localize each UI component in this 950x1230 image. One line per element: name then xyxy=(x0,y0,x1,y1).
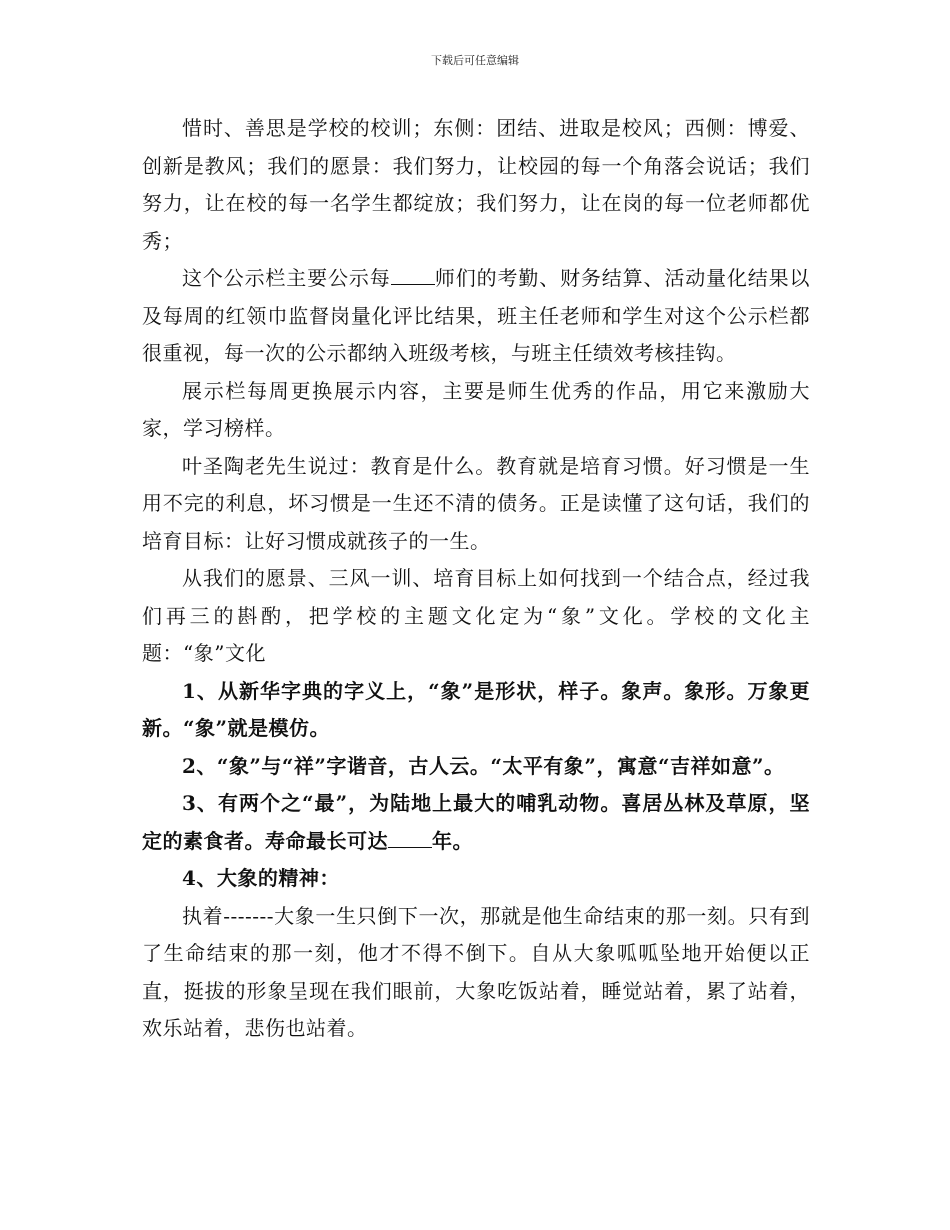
fill-in-blank xyxy=(388,829,432,848)
paragraph-point-3-end: 年。 xyxy=(432,828,473,853)
paragraph-point-3 xyxy=(142,785,810,860)
paragraph-motto: 惜时、善思是学校的校训；东侧：团结、进取是校风；西侧：博爱、创新是教风；我们的愿景：我们努力，让校园的每一个角落会说话；我们努力，让在校的每一名学生都绽放；我们努力，让在岗的每一位老师都优秀； xyxy=(142,116,810,253)
paragraph-bulletin-board-start: 这个公示栏主要公示每 xyxy=(182,266,391,290)
paragraph-bulletin-board xyxy=(142,260,810,373)
paragraph-point-3-start: 3、有两个之“最”，为陆地上最大的哺乳动物。喜居丛林及草原，坚定的素食者。寿命最长可达 xyxy=(142,791,810,853)
page-header: 下载后可任意编辑 xyxy=(431,54,519,67)
paragraph-culture-theme: 从我们的愿景、三风一训、培育目标上如何找到一个结合点，经过我们再三的斟酌，把学校的主题文化定为“象”文化。学校的文化主题：“象”文化 xyxy=(142,566,810,665)
fill-in-blank xyxy=(391,266,435,285)
paragraph-bulletin-board-end: 师们的考勤、财务结算、活动量化结果以及每周的红领巾监督岗量化评比结果，班主任老师和学生对这个公示栏都很重视，每一次的公示都纳入班级考核，与班主任绩效考核挂钩。 xyxy=(142,266,811,365)
paragraph-ye-shengtao-quote: 叶圣陶老先生说过：教育是什么。教育就是培育习惯。好习惯是一生用不完的利息，坏习惯是一生还不清的债务。正是读懂了这句话，我们的培育目标：让好习惯成就孩子的一生。 xyxy=(142,453,810,553)
paragraph-point-2: 2、“象”与“祥”字谐音，古人云。“太平有象”，寓意“吉祥如意”。 xyxy=(182,753,785,778)
paragraph-elephant-spirit: 执着-------大象一生只倒下一次，那就是他生命结束的那一刻。只有到了生命结束的那一刻，他才不得不倒下。自从大象呱呱坠地开始便以正直，挺拔的形象呈现在我们眼前，大象吃饭站着，睡觉站着，累了站着，欢乐站着，悲伤也站着。 xyxy=(142,903,810,1040)
paragraph-display-board: 展示栏每周更换展示内容，主要是师生优秀的作品，用它来激励大家，学习榜样。 xyxy=(142,378,810,440)
paragraph-point-1: 1、从新华字典的字义上，“象”是形状，样子。象声。象形。万象更新。“象”就是模仿。 xyxy=(142,678,810,740)
paragraph-point-4-heading: 4、大象的精神： xyxy=(182,866,340,890)
document-body xyxy=(142,110,810,1048)
